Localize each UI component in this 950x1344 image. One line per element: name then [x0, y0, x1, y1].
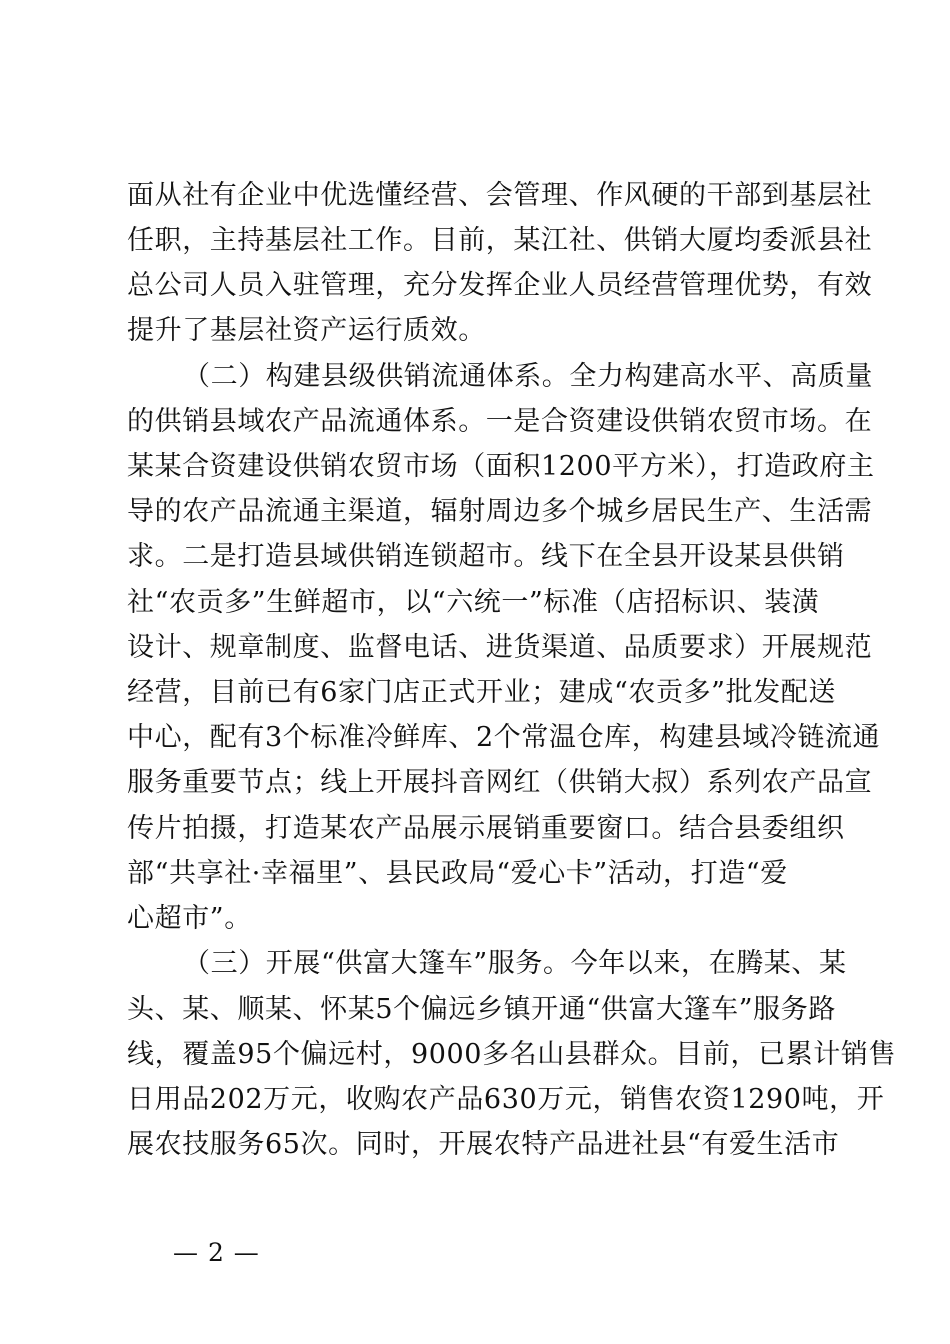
body-text-line: 线，覆盖95个偏远村，9000多名山县群众。目前，已累计销售 — [127, 1039, 897, 1070]
body-text-line: 中心，配有3个标准冷鲜库、2个常温仓库，构建县域冷链流通 — [127, 722, 881, 753]
page-number: — 2 — — [173, 1238, 260, 1267]
section-heading-line: （三）开展“供富大篷车”服务。今年以来，在腾某、某 — [183, 948, 847, 979]
body-text-line: 心超市”。 — [127, 903, 252, 934]
body-text-line: 日用品202万元，收购农产品630万元，销售农资1290吨，开 — [127, 1084, 885, 1115]
body-text-line: 面从社有企业中优选懂经营、会管理、作风硬的干部到基层社 — [127, 180, 873, 211]
body-text-line: 某某合资建设供销农贸市场（面积1200平方米），打造政府主 — [127, 451, 875, 482]
body-text-line: 提升了基层社资产运行质效。 — [127, 315, 486, 346]
body-text-line: 头、某、顺某、怀某5个偏远乡镇开通“供富大篷车”服务路 — [127, 994, 836, 1025]
body-text-line: 服务重要节点；线上开展抖音网红（供销大叔）系列农产品宣 — [127, 767, 873, 798]
body-text-line: 传片拍摄，打造某农产品展示展销重要窗口。结合县委组织 — [127, 813, 845, 844]
body-text-line: 展农技服务65次。同时，开展农特产品进社县“有爱生活市 — [127, 1129, 840, 1160]
body-text-line: 社“农贡多”生鲜超市，以“六统一”标准（店招标识、装潢 — [127, 587, 820, 618]
body-text-line: 任职，主持基层社工作。目前，某江社、供销大厦均委派县社 — [127, 225, 873, 256]
body-text-line: 经营，目前已有6家门店正式开业；建成“农贡多”批发配送 — [127, 677, 836, 708]
body-text-line: 的供销县域农产品流通体系。一是合资建设供销农贸市场。在 — [127, 406, 873, 437]
body-text-line: 总公司人员入驻管理，充分发挥企业人员经营管理优势，有效 — [127, 270, 873, 301]
section-heading-line: （二）构建县级供销流通体系。全力构建高水平、高质量 — [183, 361, 873, 392]
body-text-line: 设计、规章制度、监督电话、进货渠道、品质要求）开展规范 — [127, 632, 873, 663]
body-text-line: 导的农产品流通主渠道，辐射周边多个城乡居民生产、生活需 — [127, 496, 873, 527]
body-text-line: 部“共享社·幸福里”、县民政局“爱心卡”活动，打造“爱 — [127, 858, 788, 889]
body-text-line: 求。二是打造县域供销连锁超市。线下在全县开设某县供销 — [127, 541, 845, 572]
